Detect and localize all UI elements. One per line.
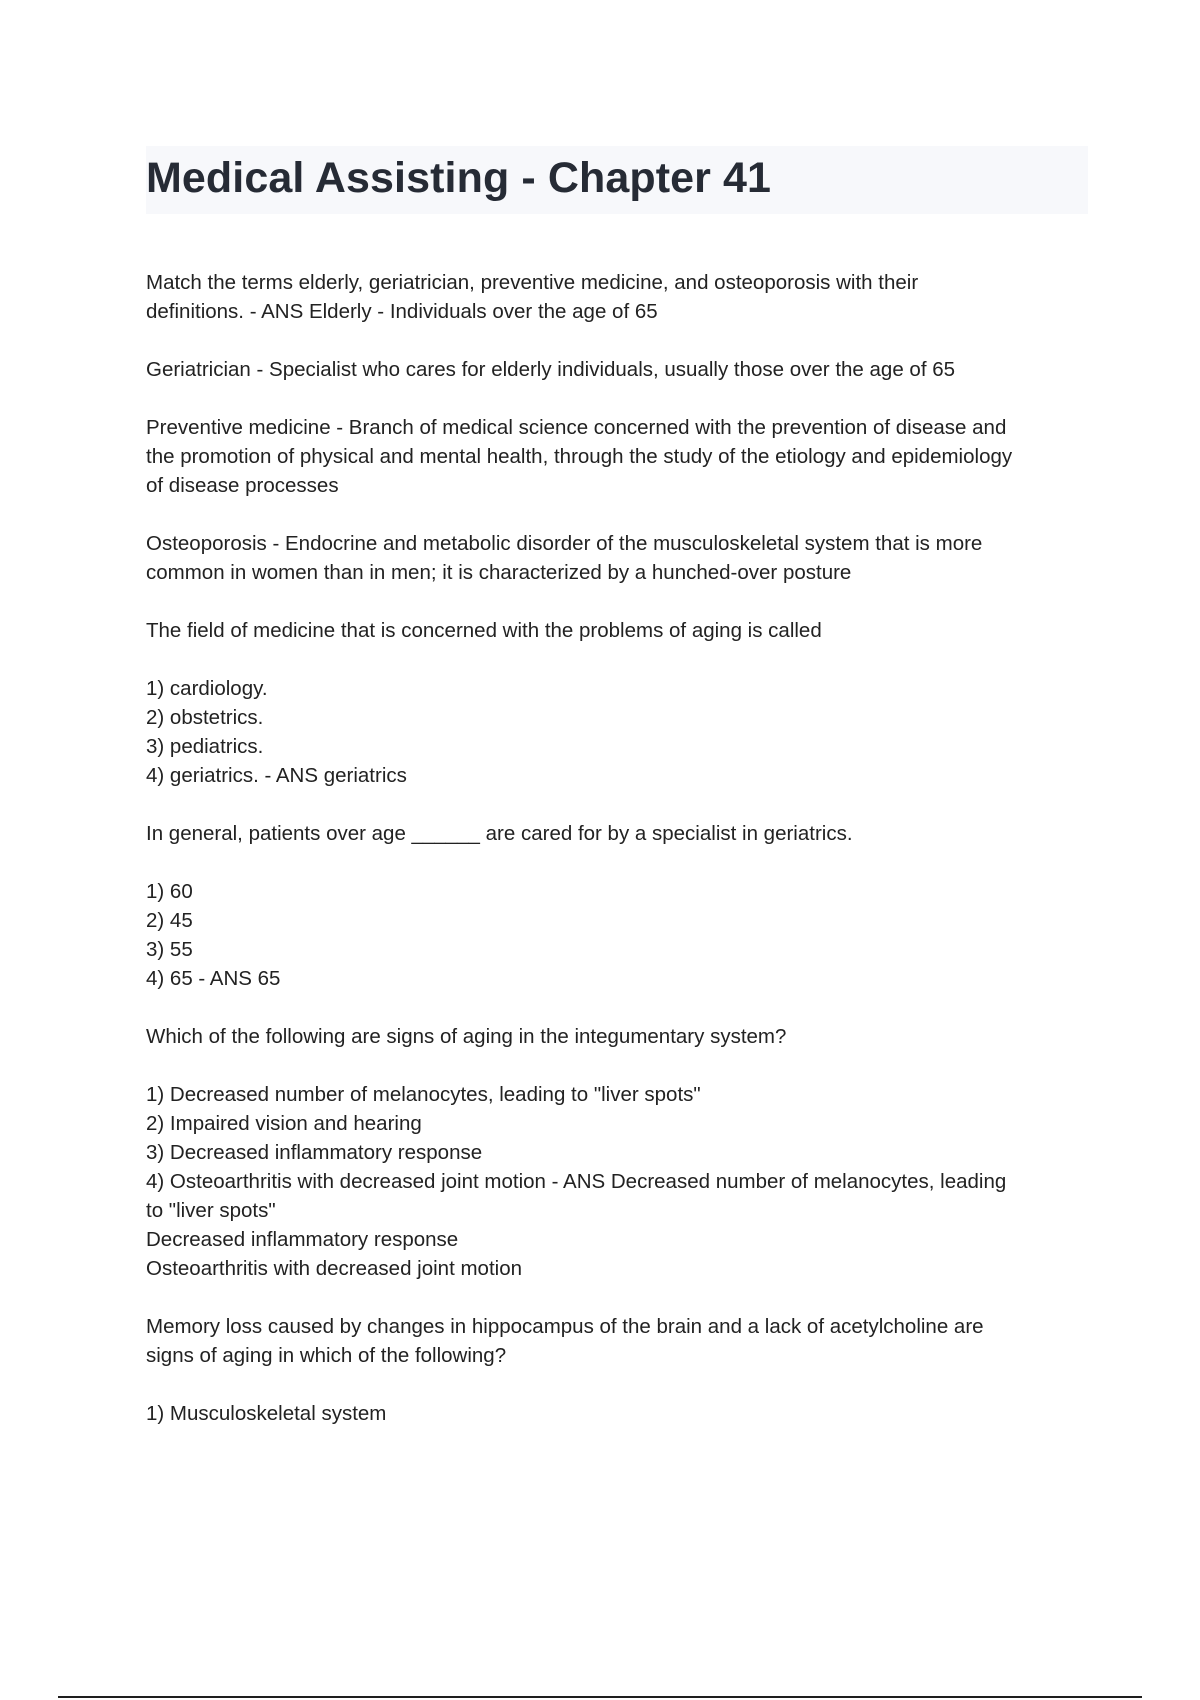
option-line: 2) obstetrics. xyxy=(146,706,264,729)
text-line: Geriatrician - Specialist who cares for elderly individuals, usually those over the age of 65 xyxy=(146,358,956,381)
question-patient-age xyxy=(146,819,1090,848)
text-line: signs of aging in which of the following? xyxy=(146,1344,507,1367)
question-memory-loss xyxy=(146,1312,1090,1370)
text-line: Which of the following are signs of aging in the integumentary system? xyxy=(146,1025,787,1048)
text-line: of disease processes xyxy=(146,474,339,497)
text-line: Osteoporosis - Endocrine and metabolic disorder of the musculoskeletal system that is more xyxy=(146,532,983,555)
answer-line: to "liver spots" xyxy=(146,1199,276,1222)
footer-divider xyxy=(58,1696,1142,1698)
text-line: the promotion of physical and mental health, through the study of the etiology and epidemiology xyxy=(146,445,1013,468)
paragraph-osteoporosis-definition xyxy=(146,529,1090,587)
option-line: 2) 45 xyxy=(146,909,193,932)
option-line: 3) pediatrics. xyxy=(146,735,264,758)
option-line: 1) Musculoskeletal system xyxy=(146,1402,387,1425)
paragraph-preventive-medicine-definition xyxy=(146,413,1090,500)
text-line: definitions. - ANS Elderly - Individuals over the age of 65 xyxy=(146,300,658,323)
question-field-of-aging xyxy=(146,616,1090,645)
option-line: 3) Decreased inflammatory response xyxy=(146,1141,483,1164)
option-line: 2) Impaired vision and hearing xyxy=(146,1112,422,1135)
option-line: 1) 60 xyxy=(146,880,193,903)
text-line: common in women than in men; it is characterized by a hunched-over posture xyxy=(146,561,852,584)
option-line: 3) 55 xyxy=(146,938,193,961)
text-line: The field of medicine that is concerned with the problems of aging is called xyxy=(146,619,822,642)
options-memory-loss xyxy=(146,1399,1090,1428)
options-field-of-aging xyxy=(146,674,1090,790)
answer-line: Decreased inflammatory response xyxy=(146,1228,459,1251)
text-line: Memory loss caused by changes in hippocampus of the brain and a lack of acetylcholine are xyxy=(146,1315,984,1338)
text-line: Preventive medicine - Branch of medical science concerned with the prevention of disease and xyxy=(146,416,1007,439)
document-content xyxy=(146,268,1090,1457)
question-integumentary-system xyxy=(146,1022,1090,1051)
option-line: 1) cardiology. xyxy=(146,677,268,700)
text-line: Match the terms elderly, geriatrician, preventive medicine, and osteoporosis with their xyxy=(146,271,919,294)
options-patient-age xyxy=(146,877,1090,993)
option-line-answer: 4) 65 - ANS 65 xyxy=(146,967,281,990)
options-integumentary-system xyxy=(146,1080,1090,1283)
page-title: Medical Assisting - Chapter 41 xyxy=(146,154,772,202)
option-line-answer: 4) Osteoarthritis with decreased joint motion - ANS Decreased number of melanocytes, leading xyxy=(146,1170,1007,1193)
text-line: In general, patients over age ______ are cared for by a specialist in geriatrics. xyxy=(146,822,853,845)
option-line: 1) Decreased number of melanocytes, leading to "liver spots" xyxy=(146,1083,701,1106)
title-banner xyxy=(146,146,1088,214)
answer-line: Osteoarthritis with decreased joint motion xyxy=(146,1257,523,1280)
paragraph-geriatrician-definition xyxy=(146,355,1090,384)
option-line-answer: 4) geriatrics. - ANS geriatrics xyxy=(146,764,407,787)
paragraph-match-terms xyxy=(146,268,1090,326)
